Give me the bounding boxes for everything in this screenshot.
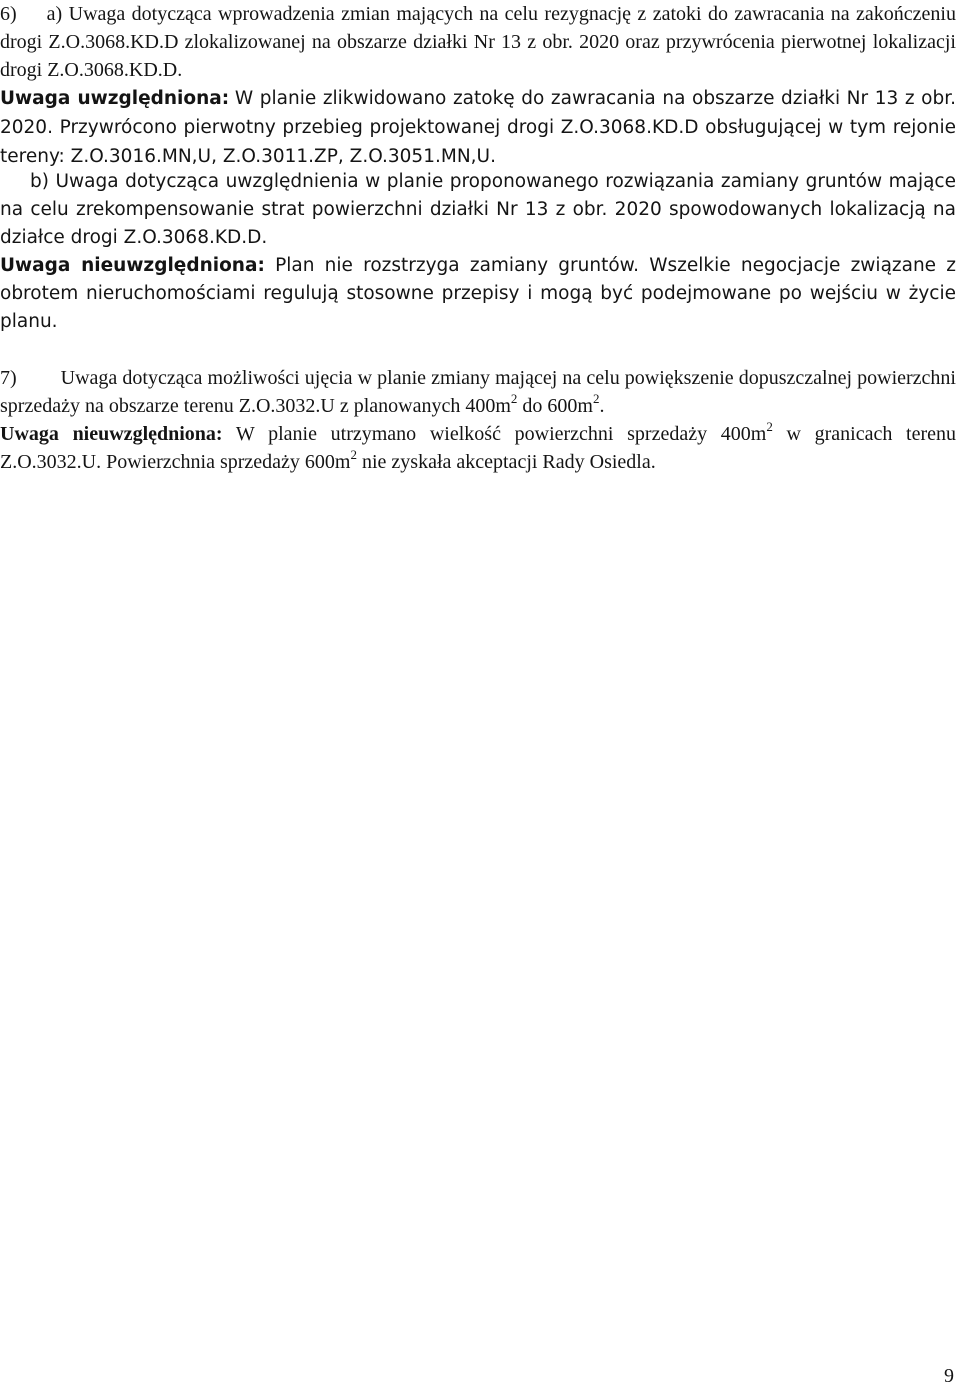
item-6b-resolution-text: Plan nie rozstrzyga zamiany gruntów. Wszelkie negocjacje związane z obrotem nieruchomościami regulują stosowne przepisy i mogą być podejmowane po wejściu w życie planu. [0, 255, 957, 332]
item-7-resolution-part2: w granicach terenu Z.O.3032.U. Powierzchnia sprzedaży 600m [0, 423, 957, 473]
item-7 [0, 364, 956, 476]
item-6b-resolution-label: Uwaga nieuwzględniona: [0, 255, 265, 276]
item-7-superscript-2: 2 [592, 391, 600, 406]
item-7-superscript-4: 2 [350, 447, 357, 462]
item-7-superscript-1: 2 [510, 391, 518, 406]
item-6a-text: a) Uwaga dotycząca wprowadzenia zmian mających na celu rezygnację z zatoki do zawracania na zakończeniu drogi Z.O.3068.KD.D zlokalizowanej na obszarze działki Nr 13 z obr. 2020 oraz przywrócenia pierwotnej lokalizacji drogi Z.O.3068.KD.D. [0, 3, 956, 81]
item-6b-text: b) Uwaga dotycząca uwzględnienia w planie proponowanego rozwiązania zamiany gruntów mające na celu zrekompensowanie strat powierzchni działki Nr 13 z obr. 2020 spowodowanych lokalizacją na działce drogi Z.O.3068.KD.D. [0, 171, 956, 248]
item-7-text-part2: do 600m [517, 395, 593, 417]
item-7-resolution-part1: W planie utrzymano wielkość powierzchni sprzedaży 400m [222, 423, 767, 445]
item-6a-resolution-text: W planie zlikwidowano zatokę do zawracania na obszarze działki Nr 13 z obr. 2020. Przywrócono pierwotny przebieg projektowanej drogi Z.O.3068.KD.D obsługującej w tym rejonie tereny: Z.O.3016.MN,U, Z.O.3011.ZP, Z.O.3051.MN,U. [0, 88, 956, 167]
item-6a [0, 0, 956, 171]
item-6b [0, 168, 956, 336]
page-number: 9 [944, 1365, 954, 1387]
item-7-resolution-label: Uwaga nieuwzględniona: [0, 423, 223, 445]
item-7-resolution-part3: nie zyskała akceptacji Rady Osiedla. [356, 451, 656, 473]
item-7-text-part3: . [599, 395, 605, 417]
item-6-number: 6) [0, 3, 17, 25]
item-7-number: 7) [0, 367, 17, 389]
item-6a-resolution-label: Uwaga uwzględniona: [0, 88, 230, 109]
item-7-text-part1: Uwaga dotycząca możliwości ujęcia w planie zmiany mającej na celu powiększenie dopuszczalnej powierzchni sprzedaży na obszarze terenu Z.O.3032.U z planowanych 400m [0, 367, 956, 417]
item-7-superscript-3: 2 [766, 419, 773, 434]
